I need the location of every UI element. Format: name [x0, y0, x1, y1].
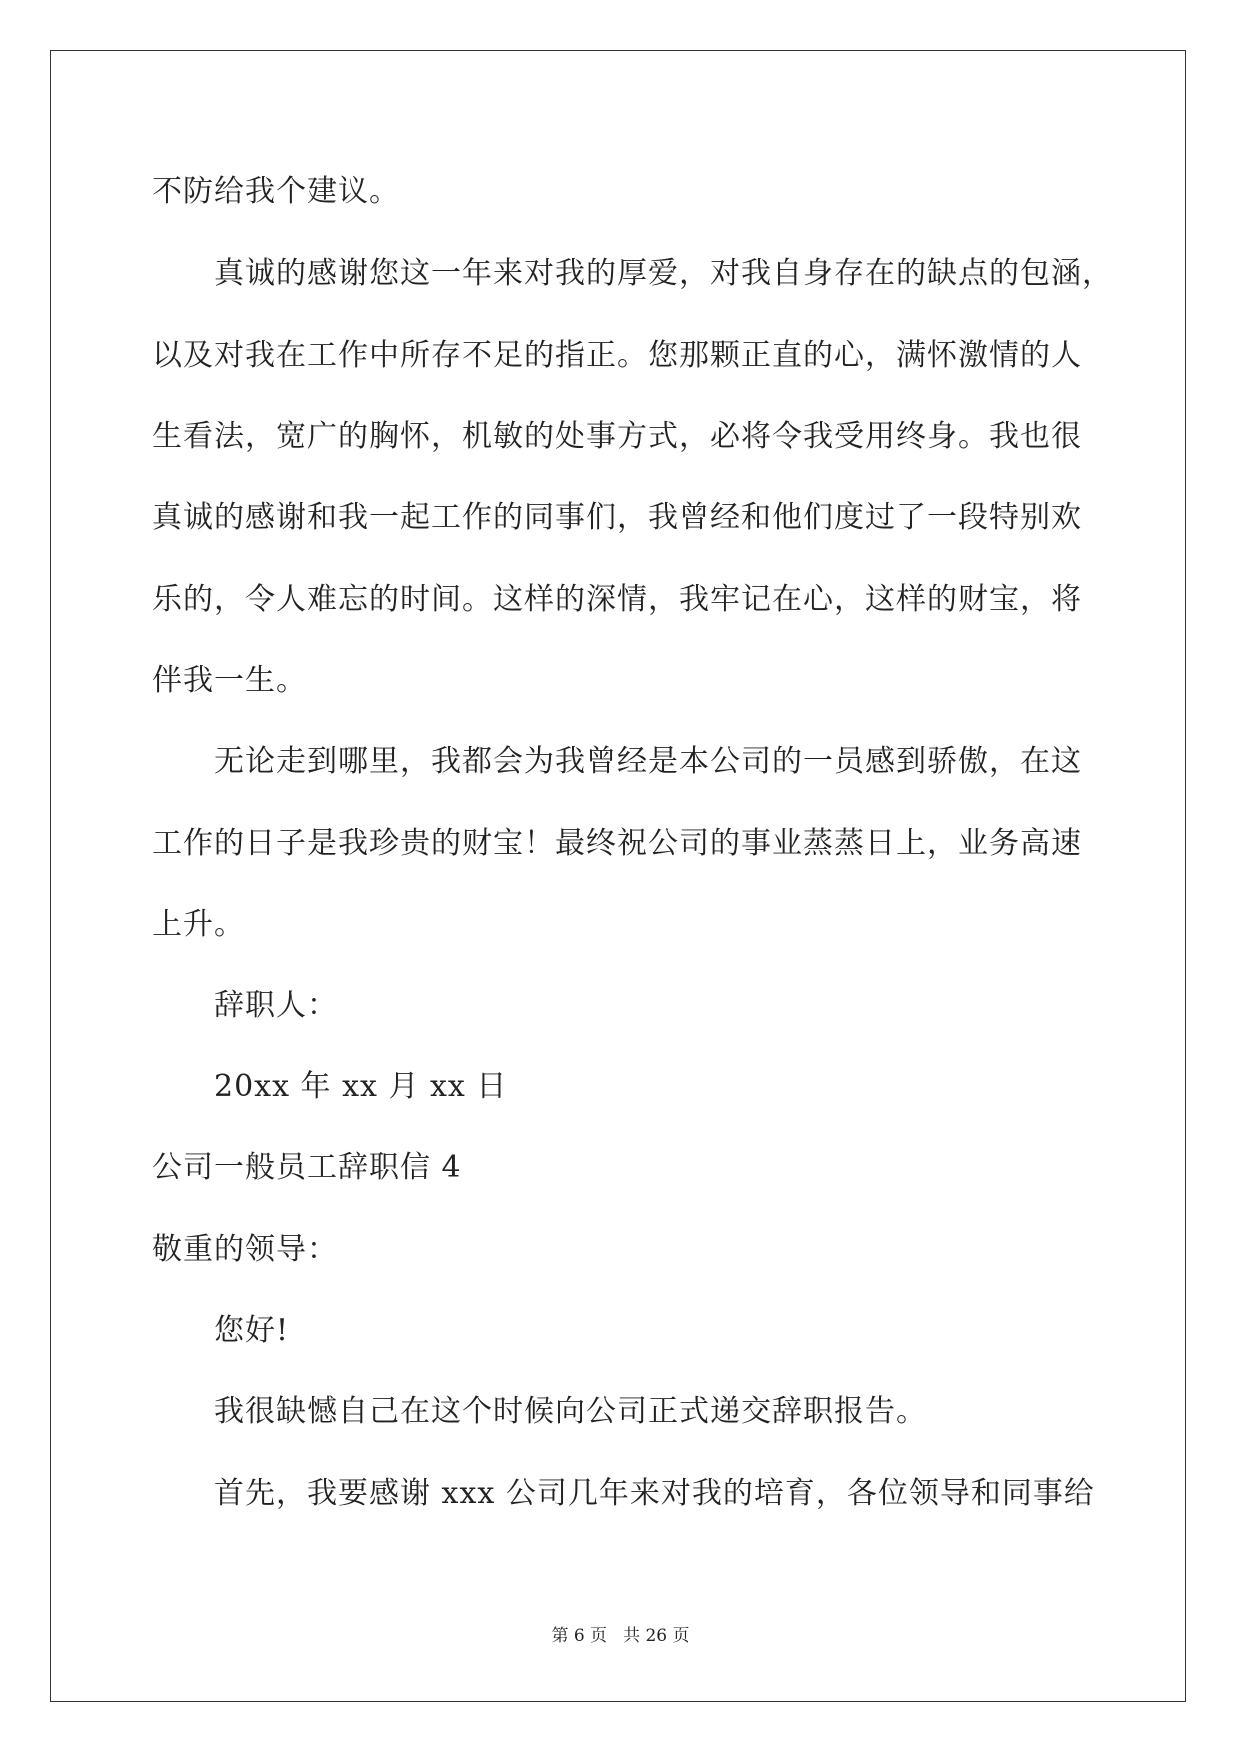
- text-line: 真诚的感谢和我一起工作的同事们，我曾经和他们度过了一段特别欢: [152, 500, 1082, 535]
- paragraph-start-line: 无论走到哪里，我都会为我曾经是本公司的一员感到骄傲，在这: [214, 744, 1082, 779]
- text-line: 伴我一生。: [152, 663, 307, 698]
- greeting: 您好!: [214, 1313, 290, 1348]
- page-footer: [0, 1624, 1241, 1648]
- paragraph-start-line: 我很缺憾自己在这个时候向公司正式递交辞职报告。: [214, 1394, 927, 1429]
- page-border: [50, 50, 1186, 1702]
- text-line: 以及对我在工作中所存不足的指正。您那颗正直的心，满怀激情的人: [152, 338, 1082, 373]
- paragraph-start-line: 真诚的感谢您这一年来对我的厚爱，对我自身存在的缺点的包涵，: [214, 256, 1113, 291]
- section-heading: 公司一般员工辞职信 4: [152, 1150, 462, 1185]
- paragraph-start-line: 首先，我要感谢 xxx 公司几年来对我的培育，各位领导和同事给: [214, 1476, 1095, 1511]
- text-line: 不防给我个建议。: [152, 174, 400, 209]
- signature-label: 辞职人：: [214, 988, 338, 1023]
- text-line: 乐的，令人难忘的时间。这样的深情，我牢记在心，这样的财宝，将: [152, 582, 1082, 617]
- text-line: 生看法，宽广的胸怀，机敏的处事方式，必将令我受用终身。我也很: [152, 419, 1082, 454]
- total-pages: 共 26 页: [623, 1626, 690, 1646]
- page-number: 第 6 页: [551, 1626, 608, 1646]
- date-line: 20xx 年 xx 月 xx 日: [214, 1069, 508, 1104]
- text-line: 工作的日子是我珍贵的财宝！最终祝公司的事业蒸蒸日上，业务高速: [152, 826, 1082, 861]
- text-line: 上升。: [152, 907, 245, 942]
- salutation: 敬重的领导：: [152, 1232, 338, 1267]
